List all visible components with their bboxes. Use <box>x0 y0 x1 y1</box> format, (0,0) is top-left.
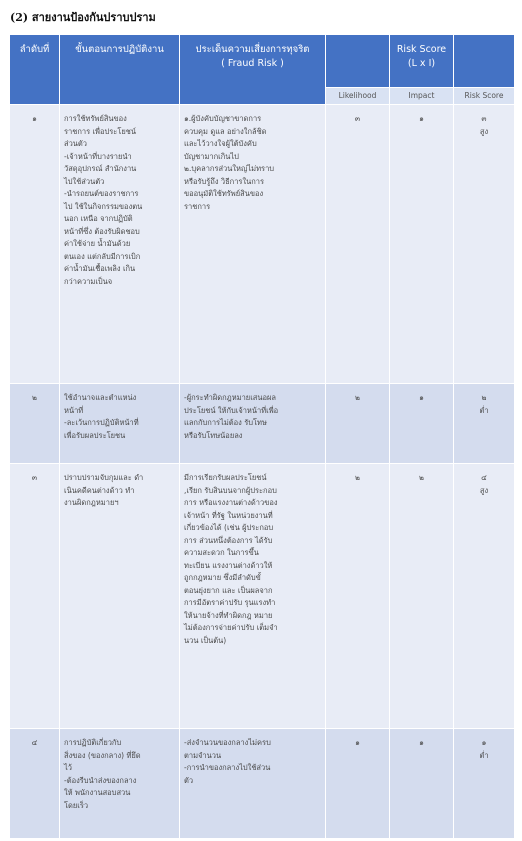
risk-line: ตอนยุ่งยาก และ เป็นผลจาก <box>184 585 273 595</box>
row-risk <box>180 729 326 839</box>
steps-line: นอก เหนือ จากปฏิบัติ <box>64 214 133 223</box>
risk-line: ขออนุมัติใช้ทรัพย์สินของ <box>184 189 264 198</box>
risk-line: นวน เป็นต้น) <box>184 635 227 645</box>
row-impact: ๑ <box>390 384 454 464</box>
risk-line: ตัว <box>184 775 194 785</box>
risk-line: ความสะดวก ในการขึ้น <box>184 548 259 557</box>
steps-line: -ละเว้นการปฏิบัติหน้าที่ <box>64 418 139 427</box>
steps-line: ค่าใช้จ่าย น้ำมันด้วย <box>64 239 131 248</box>
risk-line: ไม่ต้องการจ่ายค่าปรับ เต็มจำ <box>184 623 278 632</box>
steps-line: วัสดุอุปกรณ์ สำนักงาน <box>64 164 137 173</box>
steps-line: เนินคดีคนต่างด้าว ทำ <box>64 485 135 495</box>
risk-line: เจ้าหน้า ที่รัฐ ในหน่วยงานที่ <box>184 510 273 520</box>
risk-line: -ส่งจำนวนของกลางไม่ครบ <box>184 738 271 747</box>
risk-line: การ ส่วนหนึ่งต้องการ ได้รับ <box>184 535 273 545</box>
steps-line: -ต้องรีบนำส่งของกลาง <box>64 775 137 785</box>
row-steps <box>60 729 180 839</box>
steps-line: งานผิดกฎหมายฯ <box>64 498 119 507</box>
table-row <box>10 105 515 384</box>
risk-line: บัญชามากเกินไป <box>184 151 239 161</box>
steps-line: โดยเร็ว <box>64 800 89 810</box>
row-steps <box>60 105 180 384</box>
score-value: ๔ <box>481 473 487 482</box>
risk-line: -การนำของกลางไปใช้ส่วน <box>184 763 271 772</box>
steps-line: กว่าความเป็นจ <box>64 276 113 286</box>
fraud-risk-table <box>9 34 515 839</box>
risk-line: หรือรับรู้ถึง วิธีการในการ <box>184 176 265 186</box>
row-score <box>454 384 515 464</box>
steps-line: ราชการ เพื่อประโยชน์ <box>64 126 136 136</box>
risk-line: มีการเรียกรับผลประโยชน์ <box>184 473 267 482</box>
row-score <box>454 105 515 384</box>
risk-line: ๑.ผู้บังคับบัญชาขาดการ <box>184 114 262 123</box>
steps-line: ใช้อำนาจและตำแหน่ง <box>64 393 137 402</box>
score-level: สูง <box>479 126 489 136</box>
risk-line: ประโยชน์ ให้กับเจ้าหน้าที่เพื่อ <box>184 405 279 415</box>
row-likelihood: ๓ <box>326 105 390 384</box>
risk-line: ถูกกฎหมาย ซึ่งมีลำดับขั้ <box>184 573 261 582</box>
row-likelihood: ๑ <box>326 729 390 839</box>
steps-line: -นำรถยนต์ของราชการ <box>64 189 139 198</box>
risk-line: และไว้วางใจผู้ใต้บังคับ <box>184 139 257 148</box>
risk-line: ให้นายจ้างที่ทำผิดกฎ หมาย <box>184 610 273 620</box>
table-row <box>10 464 515 729</box>
steps-line: ให้ พนักงานสอบสวน <box>64 788 131 797</box>
row-no: ๔ <box>10 729 60 839</box>
header-no: ลำดับที่ <box>10 35 60 105</box>
header-likelihood: Likelihood <box>326 88 390 105</box>
row-likelihood: ๒ <box>326 384 390 464</box>
score-value: ๒ <box>481 393 487 402</box>
risk-line: ๒.บุคลากรส่วนใหญ่ไม่ทราบ <box>184 164 275 173</box>
risk-line: การ หรือแรงงานต่างด้าวของ <box>184 498 278 507</box>
steps-line: ไปใช้ส่วนตัว <box>64 176 105 186</box>
row-likelihood: ๒ <box>326 464 390 729</box>
steps-line: ปราบปรามจับกุมและ ดำ <box>64 473 144 482</box>
header-impact: Impact <box>390 88 454 105</box>
steps-line: ตนเอง แต่กลับมีการเบิก <box>64 251 141 261</box>
risk-line: -ผู้กระทำผิดกฎหมายเสนอผล <box>184 393 276 402</box>
header-risk-score-sub: (L x I) <box>407 58 436 69</box>
score-level: ต่ำ <box>479 750 489 760</box>
table-row <box>10 729 515 839</box>
row-steps <box>60 384 180 464</box>
risk-line: ราชการ <box>184 201 211 211</box>
header-risk-score <box>390 35 454 88</box>
score-value: ๑ <box>481 738 487 747</box>
steps-line: การปฏิบัติเกี่ยวกับ <box>64 738 122 747</box>
risk-line: ตามจำนวน <box>184 750 222 760</box>
steps-line: สิ่งของ (ของกลาง) ที่ยึด <box>64 750 141 760</box>
steps-line: การใช้ทรัพย์สินของ <box>64 114 127 123</box>
row-no: ๒ <box>10 384 60 464</box>
risk-line: ,เรียก รับสินบนจากผู้ประกอบ <box>184 485 277 495</box>
score-level: สูง <box>479 485 489 495</box>
row-no: ๑ <box>10 105 60 384</box>
header-blank-left <box>326 35 390 88</box>
row-impact: ๑ <box>390 729 454 839</box>
header-fraud-risk <box>180 35 326 105</box>
section-title: (2) สายงานป้องกันปราบปราม <box>10 11 156 24</box>
steps-line: หน้าที่ซึ่ง ต้องรับผิดชอบ <box>64 226 140 236</box>
risk-line: การมีอัตราค่าปรับ รุนแรงทำ <box>184 598 276 607</box>
header-fraud-risk-title: ประเด็นความเสี่ยงการทุจริต <box>195 44 310 55</box>
steps-line: ค่าน้ำมันเชื้อเพลิง เกิน <box>64 264 136 273</box>
table-row <box>10 384 515 464</box>
header-fraud-risk-sub: ( Fraud Risk ) <box>221 58 284 69</box>
row-risk <box>180 384 326 464</box>
steps-line: ไว้ <box>64 763 72 772</box>
steps-line: เพื่อรับผลประโยชน <box>64 430 126 440</box>
header-risk-score-col: Risk Score <box>454 88 515 105</box>
risk-line: เกี่ยวข้องได้ (เช่น ผู้ประกอบ <box>184 523 274 532</box>
risk-line: ทะเบียน แรงงานต่างด้าวให้ <box>184 560 273 570</box>
risk-line: ควบคุม ดูแล อย่างใกล้ชิด <box>184 126 267 136</box>
steps-line: ไป ใช้ในกิจกรรมของตน <box>64 201 143 211</box>
steps-line: ส่วนตัว <box>64 139 87 148</box>
steps-line: หน้าที่ <box>64 405 84 415</box>
row-score <box>454 729 515 839</box>
score-level: ต่ำ <box>479 405 489 415</box>
header-steps: ขั้นตอนการปฏิบัติงาน <box>60 35 180 105</box>
risk-line: หรือรับโทษน้อยลง <box>184 430 243 440</box>
row-impact: ๑ <box>390 105 454 384</box>
risk-line: แลกกับการไม่ต้อง รับโทษ <box>184 418 267 427</box>
row-score <box>454 464 515 729</box>
steps-line: -เจ้าหน้าที่บางรายนำ <box>64 151 132 161</box>
header-blank-right <box>454 35 515 88</box>
row-no: ๓ <box>10 464 60 729</box>
header-risk-score-title: Risk Score <box>396 44 447 55</box>
row-steps <box>60 464 180 729</box>
row-risk <box>180 105 326 384</box>
score-value: ๓ <box>481 114 487 123</box>
row-risk <box>180 464 326 729</box>
row-impact: ๒ <box>390 464 454 729</box>
